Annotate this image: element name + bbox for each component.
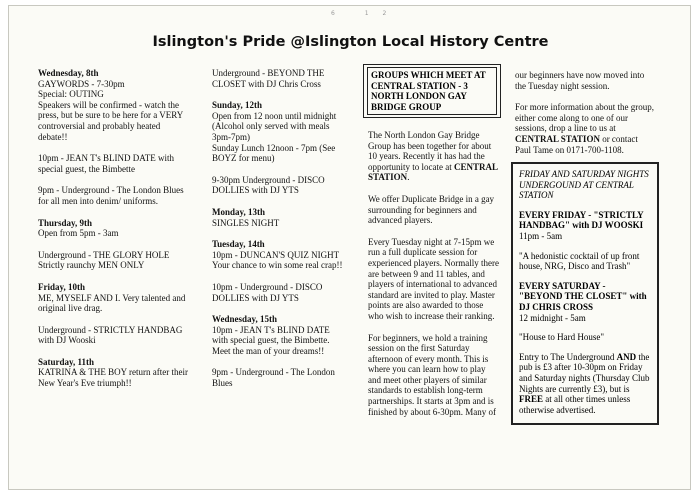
event-entry bbox=[38, 357, 190, 389]
friday-time: 11pm - 5am bbox=[519, 230, 563, 241]
event-day-heading: Friday, 10th bbox=[38, 281, 86, 292]
event-entry bbox=[38, 153, 190, 174]
entry-free: FREE bbox=[519, 394, 544, 405]
event-line: 10pm - JEAN T's BLIND DATE with special guest, the Bimbette bbox=[38, 153, 174, 174]
event-line: ME, MYSELF AND I. Very talented and original live drag. bbox=[38, 292, 186, 314]
friday-description: "A hedonistic cocktail of up front house, NRG, Disco and Trash" bbox=[519, 250, 640, 272]
event-line: Open from 5pm - 3am bbox=[38, 228, 119, 239]
event-day-heading: Thursday, 9th bbox=[38, 217, 93, 228]
page-title: Islington's Pride @Islington Local History Centre bbox=[152, 34, 549, 50]
column-3 bbox=[368, 130, 500, 428]
saturday-time: 12 midnight - 5am bbox=[519, 312, 586, 323]
event-day-heading: Saturday, 11th bbox=[38, 356, 95, 367]
paragraph-text: or contact Paul Tame on 0171-700-1108. bbox=[515, 133, 638, 155]
event-line: Special: OUTING bbox=[38, 89, 104, 100]
event-line: 9pm - Underground - The London Blues bbox=[212, 367, 335, 389]
event-entry bbox=[212, 175, 346, 196]
saturday-heading: EVERY SATURDAY - "BEYOND THE CLOSET" with DJ CHRIS CROSS bbox=[519, 280, 647, 312]
venue-name: CENTRAL STATION bbox=[515, 133, 600, 144]
weekend-box bbox=[511, 162, 659, 425]
entry-text-b: the pub is £3 after 10-30pm on Friday and Saturday nights (Thursday Club Nights are currently £3), but is bbox=[519, 351, 650, 394]
page-marks: 6 12 bbox=[331, 10, 401, 17]
document-page bbox=[8, 5, 691, 490]
paragraph bbox=[368, 333, 500, 418]
event-entry bbox=[38, 282, 190, 314]
event-line: 10pm - Underground - DISCO DOLLIES with DJ YTS bbox=[212, 281, 323, 303]
friday-block bbox=[519, 210, 651, 242]
event-entry bbox=[212, 314, 346, 356]
event-entry bbox=[38, 250, 190, 271]
paragraph bbox=[368, 130, 500, 183]
event-line: Speakers will be confirmed - watch the press, but be sure to be here for a VERY controversial and probably heated debate!! bbox=[38, 99, 183, 142]
event-entry bbox=[212, 207, 346, 228]
friday-heading: EVERY FRIDAY - "STRICTLY HANDBAG" with DJ WOOSKI bbox=[519, 209, 644, 231]
paragraph-text: . bbox=[407, 172, 410, 183]
event-entry bbox=[212, 100, 346, 164]
event-entry bbox=[212, 367, 346, 388]
event-day-heading: Wednesday, 15th bbox=[212, 314, 278, 325]
event-entry bbox=[38, 185, 190, 206]
event-line: 10pm - JEAN T's BLIND DATE with special guest, the Bimbette. Meet the man of your dreams!! bbox=[212, 324, 330, 356]
event-line: 9-30pm Underground - DISCO DOLLIES with DJ YTS bbox=[212, 174, 325, 196]
entry-and: AND bbox=[616, 351, 637, 362]
event-entry bbox=[212, 282, 346, 303]
event-line: Sunday Lunch 12noon - 7pm (See BOYZ for menu) bbox=[212, 142, 336, 164]
paragraph-text: For beginners, we hold a training session on the first Saturday afternoon of every month. This is where you can learn how to play and meet other players of similar standards to establish long-term partnerships. It starts at 3pm and is finished by about 6-30pm. Many of bbox=[368, 332, 496, 417]
event-line: Open from 12 noon until midnight (Alcohol only served with meals 3pm-7pm) bbox=[212, 110, 337, 142]
event-line: Underground - BEYOND THE CLOSET with DJ Chris Cross bbox=[212, 68, 325, 89]
paragraph-text: our beginners have now moved into the Tuesday night session. bbox=[515, 70, 645, 91]
event-line: SINGLES NIGHT bbox=[212, 217, 280, 228]
paragraph-text: For more information about the group, either come along to one of our sessions, drop a line to us at bbox=[515, 102, 654, 134]
weekend-header: FRIDAY AND SATURDAY NIGHTS UNDERGOUND AT CENTRAL STATION bbox=[519, 169, 649, 201]
event-entry bbox=[38, 68, 190, 142]
event-line: 9pm - Underground - The London Blues for all men into denim/ uniforms. bbox=[38, 185, 184, 206]
paragraph bbox=[368, 194, 500, 226]
event-day-heading: Monday, 13th bbox=[212, 206, 266, 217]
paragraph bbox=[368, 237, 500, 322]
event-day-heading: Sunday, 12th bbox=[212, 100, 263, 111]
paragraph-text: We offer Duplicate Bridge in a gay surrounding for beginners and advanced players. bbox=[368, 193, 495, 226]
event-entry bbox=[38, 325, 190, 346]
column-2 bbox=[212, 68, 346, 400]
paragraph bbox=[515, 70, 655, 91]
event-line: 10pm - DUNCAN'S QUIZ NIGHT Your chance to win some real crap!! bbox=[212, 249, 343, 271]
venue-name: CENTRAL STATION bbox=[368, 161, 498, 183]
groups-heading-box bbox=[363, 64, 501, 118]
event-entry bbox=[212, 239, 346, 271]
event-line: Underground - THE GLORY HOLE Strictly raunchy MEN ONLY bbox=[38, 249, 170, 271]
saturday-block bbox=[519, 281, 651, 323]
event-day-heading: Tuesday, 14th bbox=[212, 239, 265, 250]
entry-text-c: at all other times unless otherwise advertised. bbox=[519, 394, 631, 415]
entry-text bbox=[519, 352, 651, 416]
paragraph-text: Every Tuesday night at 7-15pm we run a full duplicate session for experienced players. Normally there are between 9 and 11 tables, and players of international to advanced standard are invited to play. Master points are also awarded to those who wish to increase their ranking. bbox=[368, 236, 499, 321]
saturday-description: "House to Hard House" bbox=[519, 332, 605, 343]
event-line: KATRINA & THE BOY return after their New Year's Eve triumph!! bbox=[38, 367, 188, 389]
event-line: GAYWORDS - 7-30pm bbox=[38, 78, 125, 89]
event-entry bbox=[38, 218, 190, 239]
groups-heading: GROUPS WHICH MEET AT CENTRAL STATION - 3 NORTH LONDON GAY BRIDGE GROUP bbox=[367, 67, 497, 115]
paragraph-text: The North London Gay Bridge Group has been together for about 10 years. Recently it has had the opportunity to locate at bbox=[368, 130, 492, 172]
column-4 bbox=[515, 70, 655, 166]
event-entry bbox=[212, 68, 346, 89]
column-1 bbox=[38, 68, 190, 400]
event-line: Underground - STRICTLY HANDBAG with DJ Wooski bbox=[38, 324, 183, 346]
paragraph bbox=[515, 102, 655, 155]
entry-text-a: Entry to The Underground bbox=[519, 351, 617, 362]
event-day-heading: Wednesday, 8th bbox=[38, 68, 99, 78]
